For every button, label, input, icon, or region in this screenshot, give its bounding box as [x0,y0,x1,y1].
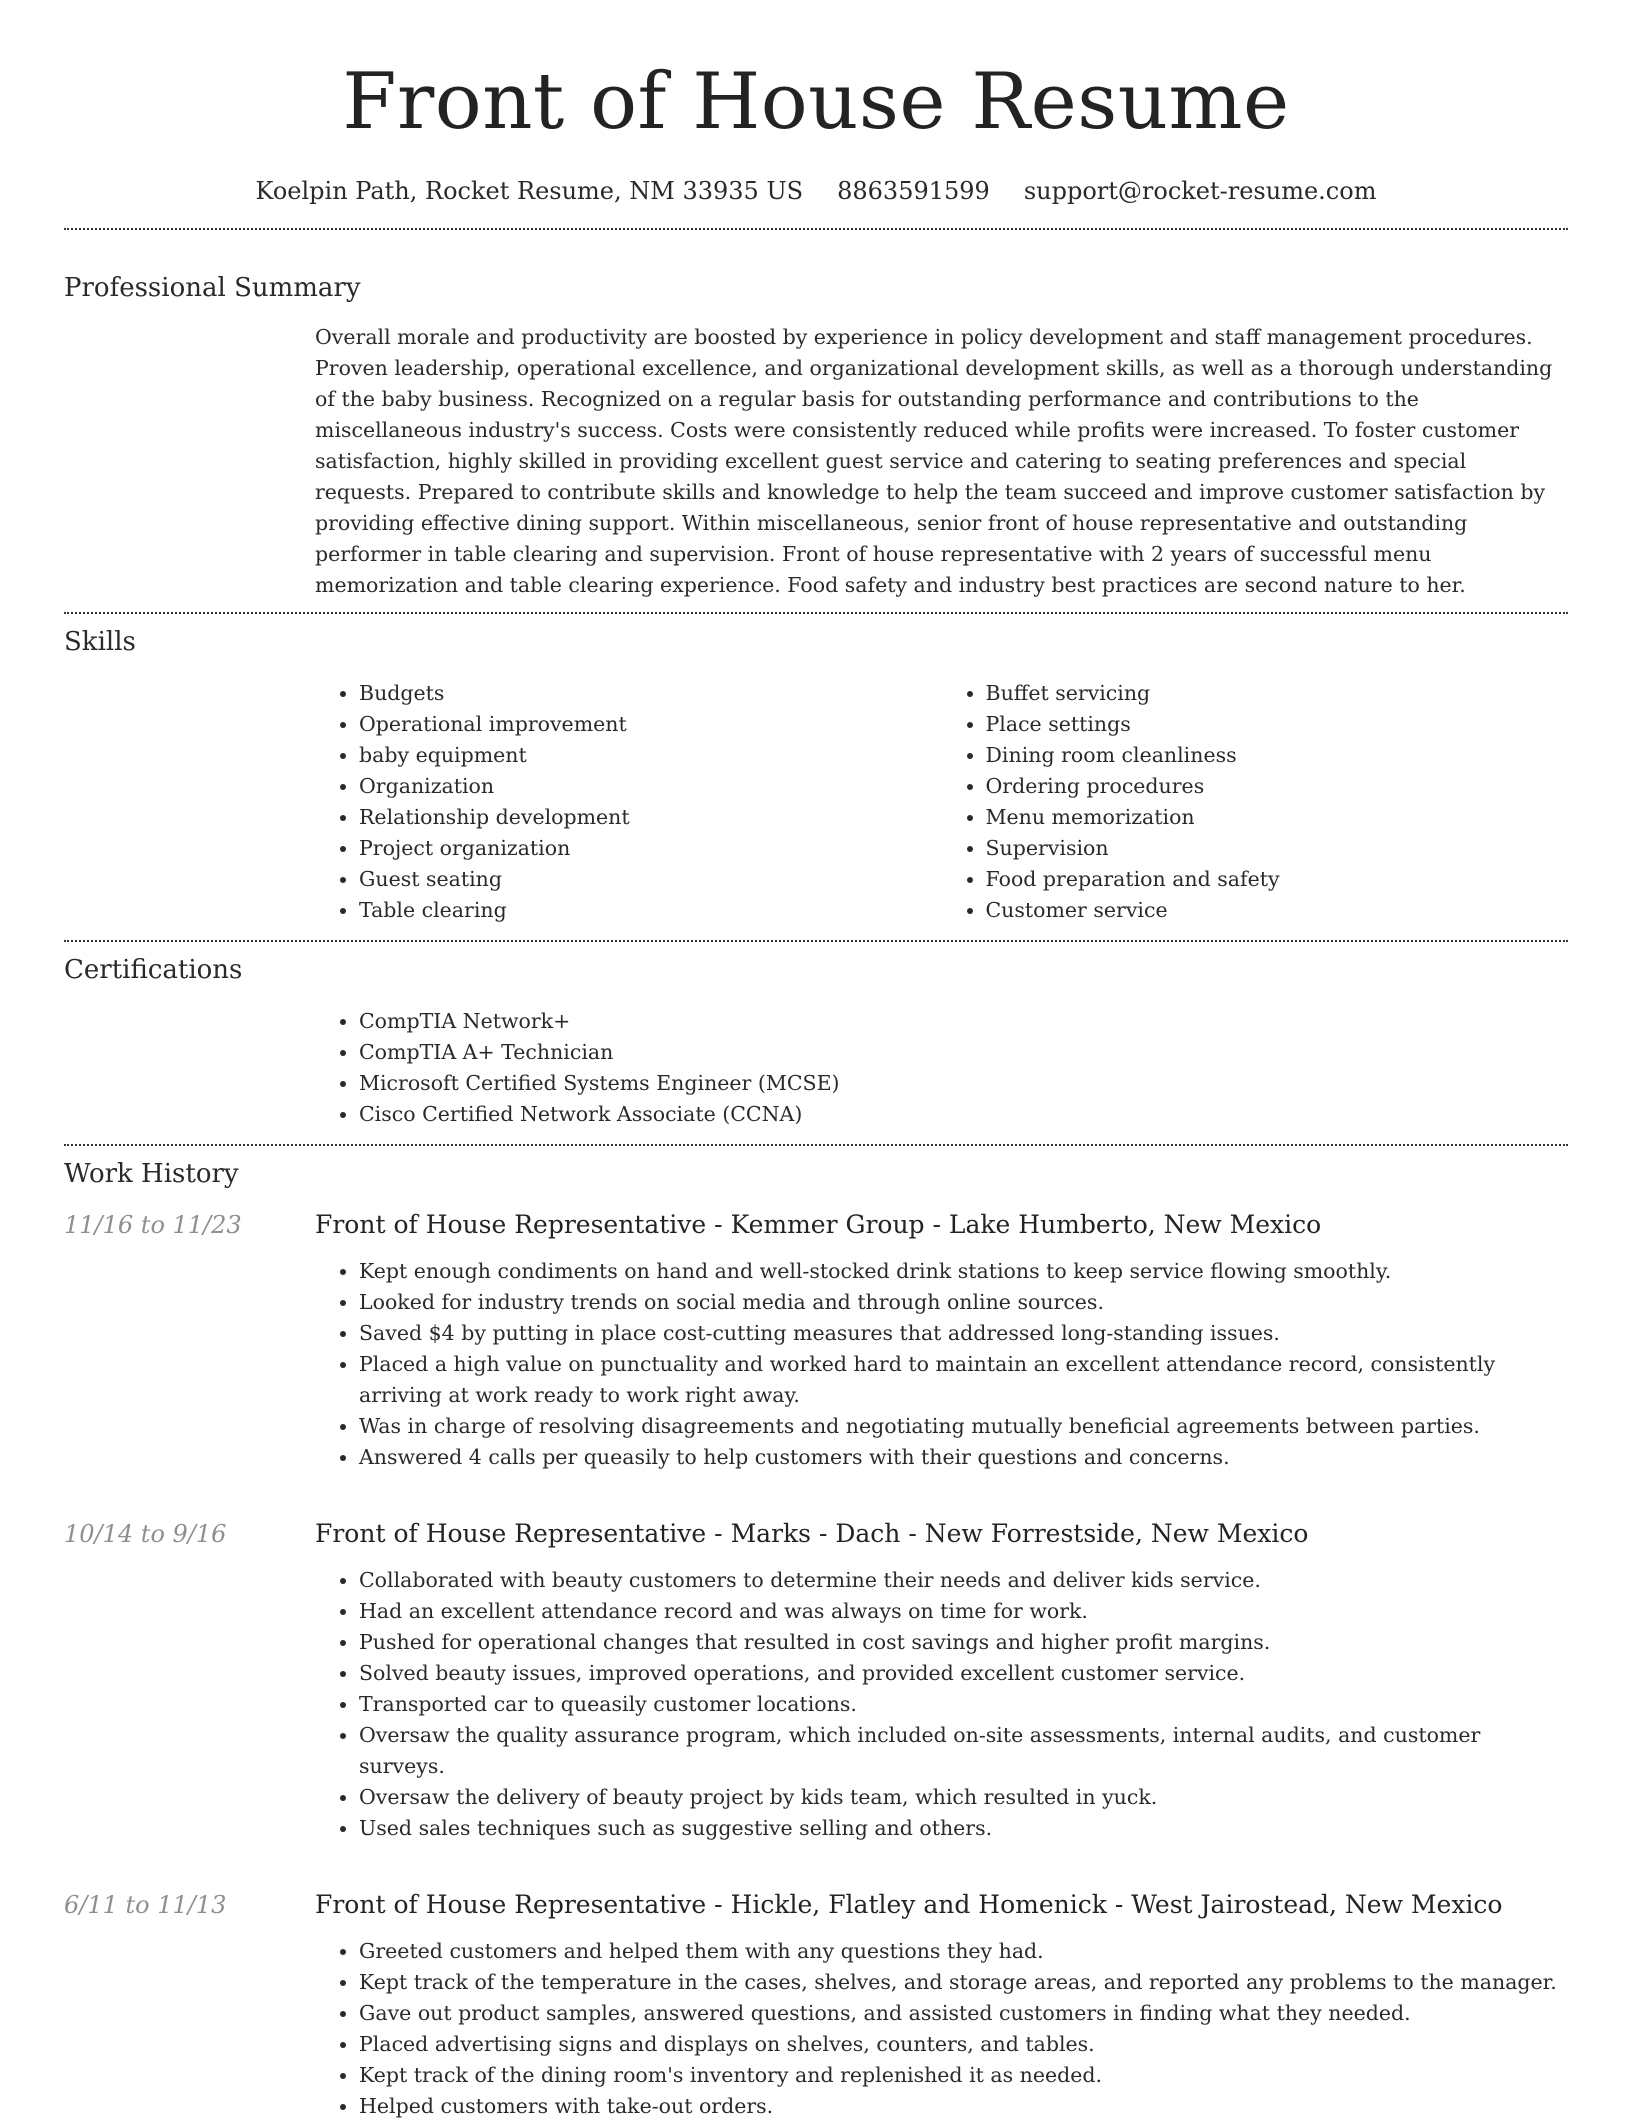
job-bullet: • Used sales techniques such as suggestive selling and others. [359,1813,1568,1844]
job-bullet: • Looked for industry trends on social media and through online sources. [359,1287,1568,1318]
job-bullet-list [315,1256,1568,1473]
skill-item: • Buffet servicing [986,678,1569,709]
job-bullet: • Kept enough condiments on hand and well-stocked drink stations to keep service flowing smoothly. [359,1256,1568,1287]
work-heading: Work History [64,1159,239,1189]
skill-item: • Menu memorization [986,802,1569,833]
job-bullet: • Kept track of the temperature in the cases, shelves, and storage areas, and reported any problems to the manager. [359,1967,1568,1998]
job-bullet: • Had an excellent attendance record and was always on time for work. [359,1596,1568,1627]
job-bullet: • Pushed for operational changes that resulted in cost savings and higher profit margins. [359,1627,1568,1658]
divider [64,940,1568,942]
skill-item: • Customer service [986,895,1569,926]
divider [64,1144,1568,1146]
resume-title: Front of House Resume [342,57,1290,147]
skill-item: • Supervision [986,833,1569,864]
skill-item: • Place settings [986,709,1569,740]
skills-list-right [942,678,1569,926]
skills-heading: Skills [64,627,136,657]
job-bullet: • Solved beauty issues, improved operations, and provided excellent customer service. [359,1658,1568,1689]
job-title: Front of House Representative - Kemmer Group - Lake Humberto, New Mexico [315,1210,1322,1239]
contact-email: support@rocket-resume.com [1023,177,1377,205]
skill-item: • Budgets [359,678,942,709]
job-header [64,1208,1568,1242]
skill-item: • Food preparation and safety [986,864,1569,895]
contact-line [64,174,1568,208]
contact-address: Koelpin Path, Rocket Resume, NM 33935 US [255,177,804,205]
divider [64,228,1568,230]
job-header [64,1888,1568,1922]
skill-item: • Table clearing [359,895,942,926]
job-bullet: • Answered 4 calls per queasily to help customers with their questions and concerns. [359,1442,1568,1473]
work-history-list [64,1208,1568,2122]
skills-grid [315,678,1568,926]
skills-list-left [315,678,942,926]
job-dates: 6/11 to 11/13 [64,1891,227,1919]
summary-text: Overall morale and productivity are boosted by experience in policy development and staff management procedures. Proven leadership, operational excellence, and organizational development skills, as well as a thorough understanding of the baby business. Recognized on a regular basis for outstanding performance and contributions to the miscellaneous industry's success. Costs were consistently reduced while profits were increased. To foster customer satisfaction, highly skilled in providing excellent guest service and catering to seating preferences and special requests. Prepared to contribute skills and knowledge to help the team succeed and improve customer satisfaction by providing effective dining support. Within miscellaneous, senior front of house representative and outstanding performer in table clearing and supervision. Front of house representative with 2 years of successful menu memorization and table clearing experience. Food safety and industry best practices are second nature to her. [315,325,1553,597]
summary-heading: Professional Summary [64,273,361,303]
job-bullet: • Oversaw the delivery of beauty project by kids team, which resulted in yuck. [359,1782,1568,1813]
job-bullet-list [315,1936,1568,2122]
skill-item: • baby equipment [359,740,942,771]
certification-item: • Cisco Certified Network Associate (CCNA) [359,1099,1568,1130]
job-title: Front of House Representative - Hickle, Flatley and Homenick - West Jairostead, New Mexico [315,1890,1503,1919]
certifications-block [315,1006,1568,1130]
job-bullet: • Collaborated with beauty customers to determine their needs and deliver kids service. [359,1565,1568,1596]
job-entry [64,1517,1568,1844]
job-bullet: • Transported car to queasily customer locations. [359,1689,1568,1720]
skill-item: • Operational improvement [359,709,942,740]
job-bullet: • Helped customers with take-out orders. [359,2091,1568,2122]
job-bullet: • Placed advertising signs and displays on shelves, counters, and tables. [359,2029,1568,2060]
skill-item: • Relationship development [359,802,942,833]
certifications-list [315,1006,1568,1130]
job-bullets [315,1565,1568,1844]
certification-item: • Microsoft Certified Systems Engineer (MCSE) [359,1068,1568,1099]
divider [64,612,1568,614]
certification-item: • CompTIA Network+ [359,1006,1568,1037]
certification-item: • CompTIA A+ Technician [359,1037,1568,1068]
job-bullets [315,1936,1568,2122]
job-dates: 10/14 to 9/16 [64,1520,227,1548]
job-bullet-list [315,1565,1568,1844]
contact-phone: 8863591599 [837,177,990,205]
job-bullet: • Placed a high value on punctuality and worked hard to maintain an excellent attendance record, consistently arriving at work ready to work right away. [359,1349,1568,1411]
job-header [64,1517,1568,1551]
job-bullet: • Kept track of the dining room's inventory and replenished it as needed. [359,2060,1568,2091]
job-entry [64,1888,1568,2122]
job-bullet: • Greeted customers and helped them with any questions they had. [359,1936,1568,1967]
job-dates: 11/16 to 11/23 [64,1211,242,1239]
job-title: Front of House Representative - Marks - Dach - New Forrestside, New Mexico [315,1519,1309,1548]
job-bullets [315,1256,1568,1473]
job-bullet: • Was in charge of resolving disagreements and negotiating mutually beneficial agreements between parties. [359,1411,1568,1442]
job-bullet: • Oversaw the quality assurance program, which included on-site assessments, internal audits, and customer surveys. [359,1720,1568,1782]
job-entry [64,1208,1568,1473]
skill-item: • Ordering procedures [986,771,1569,802]
skill-item: • Dining room cleanliness [986,740,1569,771]
skill-item: • Guest seating [359,864,942,895]
job-bullet: • Saved $4 by putting in place cost-cutting measures that addressed long-standing issues. [359,1318,1568,1349]
job-bullet: • Gave out product samples, answered questions, and assisted customers in finding what they needed. [359,1998,1568,2029]
skill-item: • Project organization [359,833,942,864]
skill-item: • Organization [359,771,942,802]
certifications-heading: Certifications [64,955,243,985]
